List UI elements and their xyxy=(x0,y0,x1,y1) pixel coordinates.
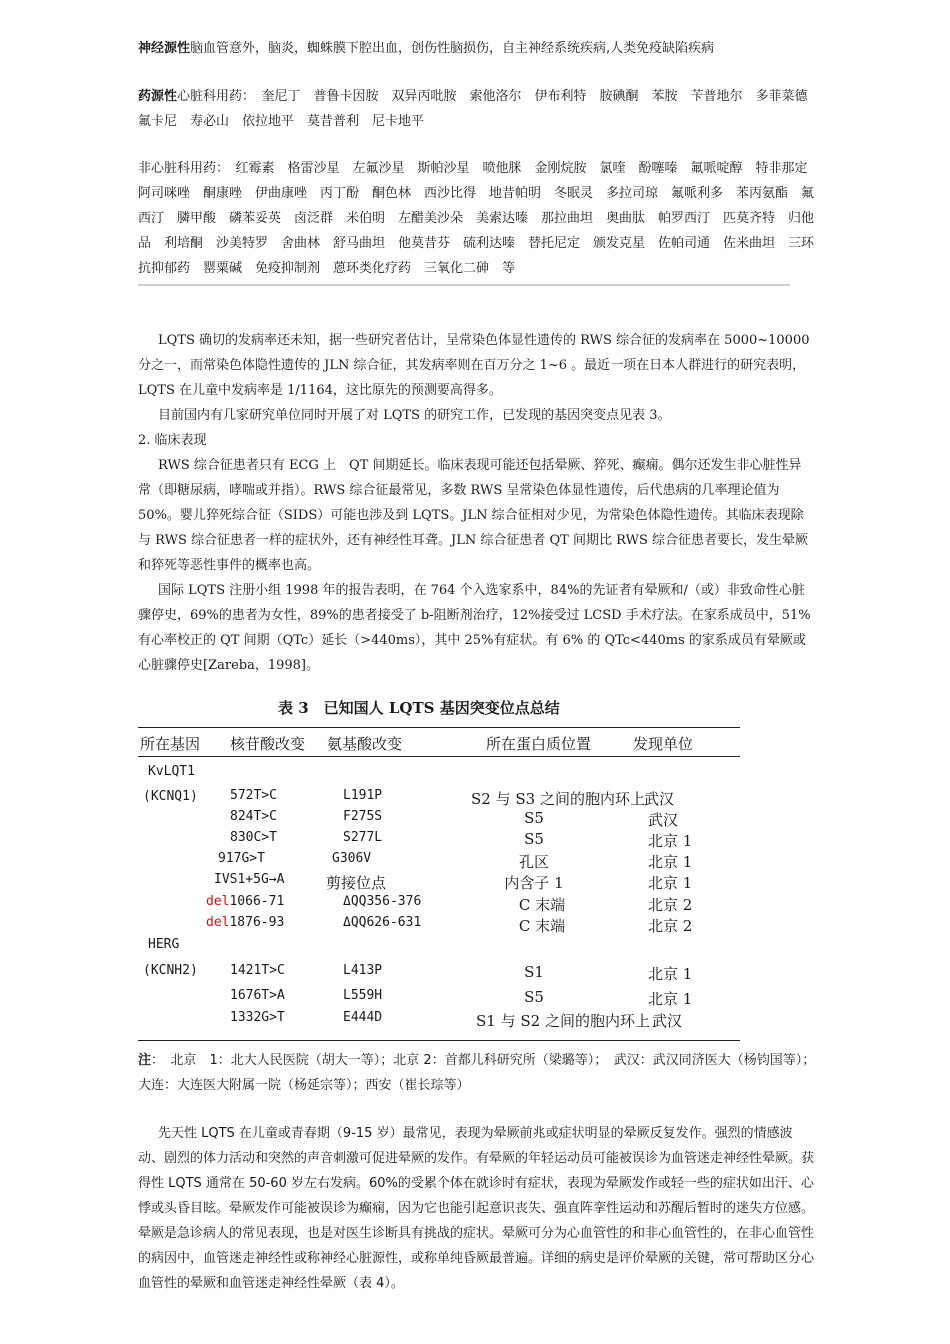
cell-discovering-unit: 北京 1 xyxy=(648,853,693,871)
table-title: 表 3 已知国人 LQTS 基因突变位点总结 xyxy=(278,699,560,717)
nucleotide-value: 1876-93 xyxy=(229,915,285,930)
cell-amino-acid: L413P xyxy=(343,963,383,978)
paragraph-congenital: 先天性 LQTS 在儿童或青春期（9-15 岁）最常见，表现为晕厥前兆或症状明显的晕厥反复发作。强烈的情感波动、剧烈的体力活动和突然的声音刺激可促进晕厥的发作。有晕厥的年轻运动员可能被误诊为血管迷走神经性晕厥。获得性 LQTS 通常在 50-60 岁左右发病。60%的受累个体在就诊时有症状，表现为晕厥发作或轻一些的症状如出汗、心悸或头昏目眩。晕厥发作可能被误诊为癫痫，因为它也能引起意识丧失、强直阵挛性运动和苏醒后暂时的迷失方位感。晕厥是急诊病人的常见表现，也是对医生诊断具有挑战的症状。晕厥可分为心血管性的和非心血管性的，在非心血管性的病因中，血管迷走神经性或称神经心脏源性，或称单纯昏厥最普遍。详细的病史是评价晕厥的关键，常可帮助区分心血管性的晕厥和血管迷走神经性晕厥（表 4）。 xyxy=(138,1126,815,1291)
cell-nucleotide: 917G>T xyxy=(218,851,265,866)
cell-protein-position: S5 xyxy=(524,830,544,848)
cell-discovering-unit: 北京 2 xyxy=(648,917,693,935)
neuro-label: 神经源性 xyxy=(138,41,191,56)
cell-nucleotide: IVS1+5G→A xyxy=(214,872,285,887)
cell-amino-acid: S277L xyxy=(343,830,383,845)
table-top-rule xyxy=(138,727,740,728)
note-text: ： 北京 1：北大人民医院（胡大一等）；北京 2：首都儿科研究所（梁璐等）； 武汉：武汉同济医大（杨钧国等）； 大连：大连医大附属一院（杨延宗等）；西安（崔长琮等） xyxy=(138,1053,822,1093)
header-discovering-unit: 发现单位 xyxy=(633,735,694,753)
note-label: 注 xyxy=(138,1053,152,1068)
nondrug-causes: 非心脏科用药： 红霉素 格雷沙星 左氟沙星 斯帕沙星 喷他脒 金刚烷胺 氯喹 酚噻嗪 氟哌啶醇 特非那定 阿司咪唑 酮康唑 伊曲康唑 丙丁酚 酮色林 西沙比得 地昔帕明 冬眠灵 多拉司琼 氟哌利多 苯丙氨酯 氟西汀 膦甲酸 磷苯妥英 卤泛群 米伯明 左醋美沙朵 美索达嗪 那拉曲坦 奥曲肽 帕罗西汀 匹莫齐特 归他品 利培酮 沙美特罗 舍曲林 舒马曲坦 他莫昔芬 硫利达嗪 替托尼定 颁发克星 佐帕司通 佐米曲坦 三环抗抑郁药 罂粟碱 免疫抑制剂 蒽环类化疗药 三氧化二砷 等 xyxy=(138,161,821,276)
neuro-causes xyxy=(138,36,814,61)
cell-amino-acid: L559H xyxy=(343,988,383,1003)
cell-amino-acid: ΔQQ626-631 xyxy=(343,915,422,930)
cell-discovering-unit: 武汉 xyxy=(648,811,679,829)
cell-protein-position: C 末端 xyxy=(518,896,566,914)
cell-discovering-unit: 武汉 xyxy=(644,790,675,808)
gene-herg: HERG xyxy=(148,937,180,952)
table-note xyxy=(138,1048,822,1098)
cell-protein-position: 孔区 xyxy=(518,853,550,871)
header-protein-position: 所在蛋白质位置 xyxy=(486,735,592,753)
drug-causes xyxy=(138,84,821,134)
cell-nucleotide: 824T>C xyxy=(230,809,277,824)
gene-kcnh2: (KCNH2) xyxy=(143,963,198,978)
cell-protein-position: S1 xyxy=(524,963,544,981)
table-header-rule xyxy=(138,756,740,757)
cell-nucleotide: 572T>C xyxy=(230,788,277,803)
cell-amino-acid: ΔQQ356-376 xyxy=(343,894,422,909)
cell-discovering-unit: 北京 1 xyxy=(648,832,693,850)
header-gene: 所在基因 xyxy=(140,735,201,753)
cell-amino-acid: F275S xyxy=(343,809,383,824)
cell-amino-acid: 剪接位点 xyxy=(326,874,387,892)
paragraph-registry: 国际 LQTS 注册小组 1998 年的报告表明，在 764 个入选家系中，84%的先证者有晕厥和/（或）非致命性心脏骤停史，69%的患者为女性，89%的患者接受了 b-阻断剂治疗，12%接受过 LCSD 手术疗法。在家系成员中，51%有心率校正的 QT 间期（QTc）延长（>440ms），其中 25%有症状。有 6% 的 QTc<440ms 的家系成员有晕厥或心脏骤停史[Zareba，1998]。 xyxy=(138,583,811,673)
header-amino-acid: 氨基酸改变 xyxy=(327,735,403,753)
cell-discovering-unit: 北京 2 xyxy=(648,896,693,914)
cell-protein-position: S5 xyxy=(524,809,544,827)
cell-protein-position: S5 xyxy=(524,988,544,1006)
nucleotide-value: 1066-71 xyxy=(229,894,285,909)
del-prefix: del xyxy=(206,915,230,930)
cell-discovering-unit: 北京 1 xyxy=(648,990,693,1008)
gene-kcnq1: (KCNQ1) xyxy=(143,789,198,804)
del-prefix: del xyxy=(206,894,230,909)
cell-discovering-unit: 武汉 xyxy=(652,1012,683,1030)
section-divider xyxy=(138,284,790,286)
cell-amino-acid: G306V xyxy=(332,851,372,866)
paragraph-rws: RWS 综合征患者只有 ECG 上 QT 间期延长。临床表现可能还包括晕厥、猝死、癫痫。偶尔还发生非心脏性异常（即糖尿病，哮喘或并指）。RWS 综合征最常见，多数 RWS 呈常染色体显性遗传，后代患病的几率理论值为 50%。婴儿猝死综合征（SIDS）可能也涉及到 LQTS。JLN 综合征相对少见，为常染色体隐性遗传。其临床表现除与 RWS 综合征患者一样的症状外，还有神经性耳聋。JLN 综合征患者 QT 间期比 RWS 综合征患者要长，发生晕厥和猝死等恶性事件的概率也高。 xyxy=(138,458,809,573)
cell-nucleotide: 1421T>C xyxy=(230,963,285,978)
paragraph-incidence: LQTS 确切的发病率还未知，据一些研究者估计，呈常染色体显性遗传的 RWS 综合征的发病率在 5000~10000 分之一，而常染色体隐性遗传的 JLN 综合征，其发病率则在百万分之 1~6 。最近一项在日本人群进行的研究表明，LQTS 在儿童中发病率是 1/1164，这比原先的预测要高得多。 xyxy=(138,333,810,398)
paragraph-domestic: 目前国内有几家研究单位同时开展了对 LQTS 的研究工作，已发现的基因突变点见表 3。 xyxy=(158,408,671,423)
cell-amino-acid: E444D xyxy=(343,1010,383,1025)
cell-protein-position: 内含子 1 xyxy=(504,874,564,892)
cell-nucleotide: 1676T>A xyxy=(230,988,285,1003)
cell-protein-position: S1 与 S2 之间的胞内环上 xyxy=(476,1012,650,1030)
cell-nucleotide: 830C>T xyxy=(230,830,277,845)
cell-amino-acid: L191P xyxy=(343,788,383,803)
section-heading-clinical: 2. 临床表现 xyxy=(138,433,207,448)
drug-text: 心脏科用药： 奎尼丁 普鲁卡因胺 双异丙吡胺 索他洛尔 伊布利特 胺碘酮 苯胺 苄普地尔 多菲菜德 氟卡尼 寿必山 依拉地平 莫昔普利 尼卡地平 xyxy=(138,89,821,129)
cell-nucleotide xyxy=(206,894,284,909)
cell-discovering-unit: 北京 1 xyxy=(648,965,693,983)
drug-label: 药源性 xyxy=(138,89,178,104)
cell-protein-position: S2 与 S3 之间的胞内环上 xyxy=(471,790,645,808)
gene-kvlqt1: KvLQT1 xyxy=(148,764,195,779)
neuro-text: 脑血管意外，脑炎，蜘蛛膜下腔出血，创伤性脑损伤，自主神经系统疾病,人类免疫缺陷疾病 xyxy=(190,41,715,56)
cell-protein-position: C 末端 xyxy=(518,917,566,935)
cell-nucleotide xyxy=(206,915,284,930)
header-nucleotide: 核苷酸改变 xyxy=(230,735,306,753)
cell-nucleotide: 1332G>T xyxy=(230,1010,285,1025)
table-bottom-rule xyxy=(138,1040,740,1041)
cell-discovering-unit: 北京 1 xyxy=(648,874,693,892)
